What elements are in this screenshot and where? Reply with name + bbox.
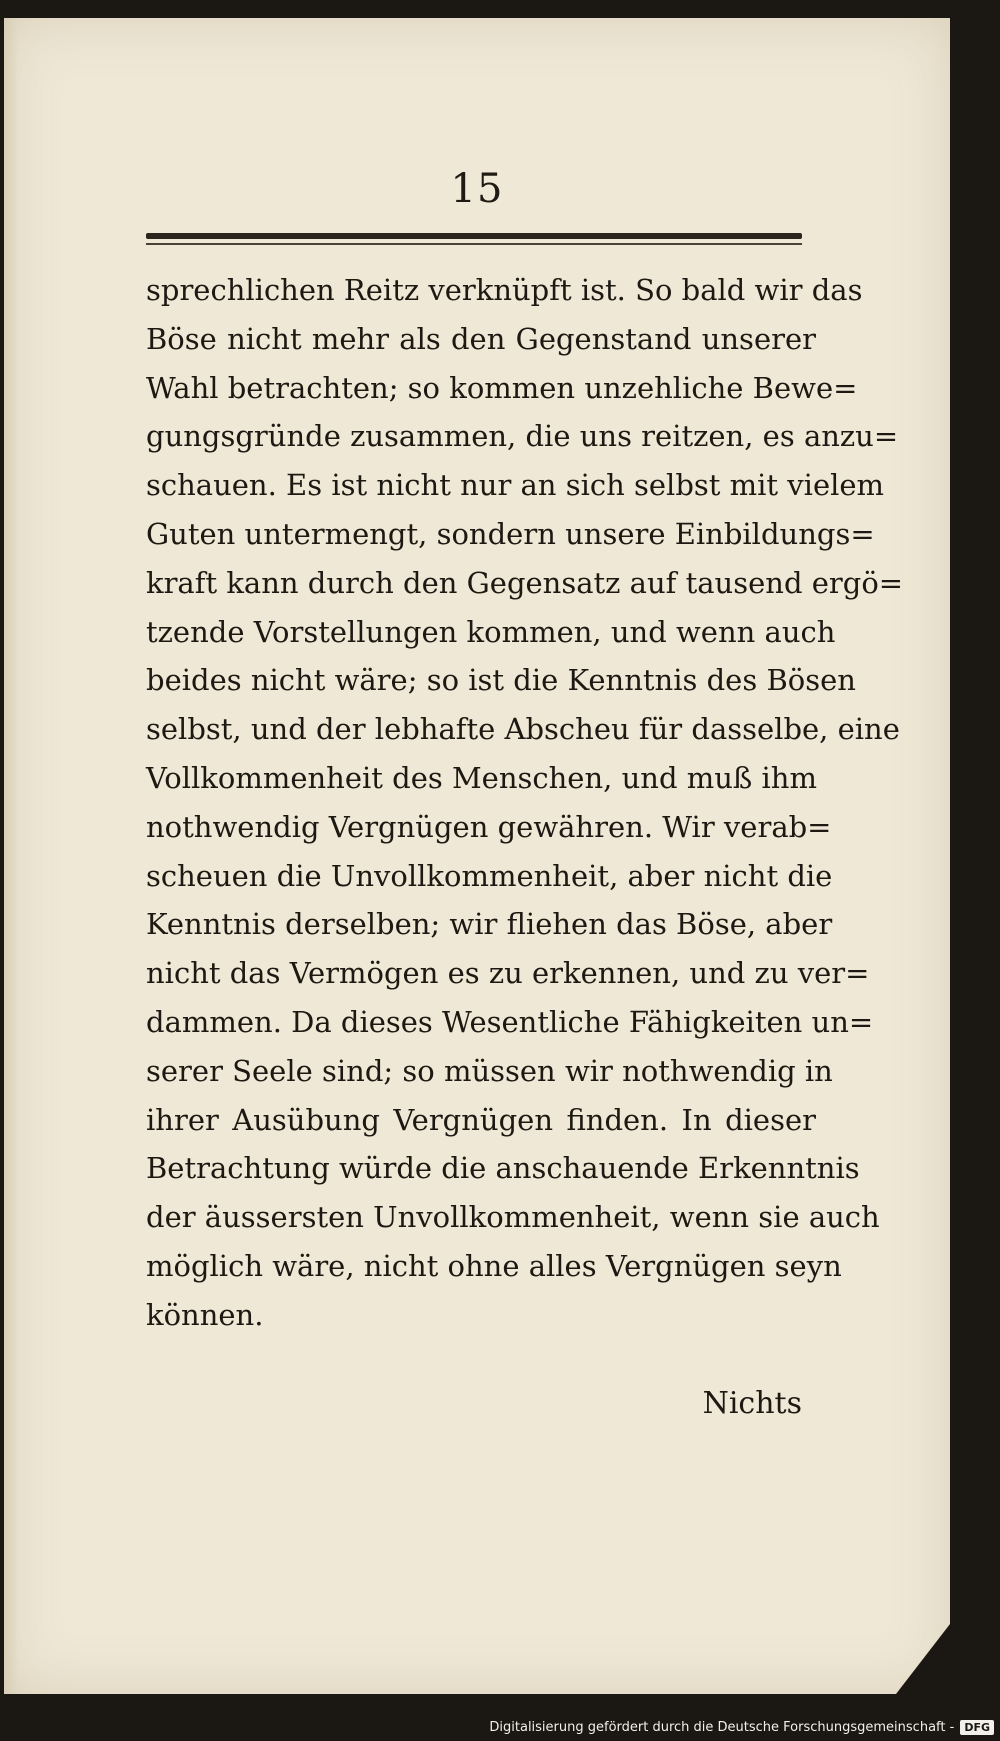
text-line: kraft kann durch den Gegensatz auf tausend ergö= (146, 565, 904, 600)
text-line: Vollkommenheit des Menschen, und muß ihm (146, 760, 817, 795)
digitization-footer (0, 1716, 994, 1738)
text-line: möglich wäre, nicht ohne alles Vergnügen seyn (146, 1248, 842, 1283)
body-text (146, 266, 904, 1340)
text-line: scheuen die Unvollkommenheit, aber nicht die (146, 858, 833, 893)
text-line: gungsgründe zusammen, die uns reitzen, es anzu= (146, 419, 899, 454)
book-page (4, 18, 950, 1694)
page-number: 15 (450, 166, 504, 212)
text-line: Wahl betrachten; so kommen unzehliche Bewe= (146, 370, 858, 405)
text-line: nothwendig Vergnügen gewähren. Wir verab= (146, 809, 832, 844)
text-line: selbst, und der lebhafte Abscheu für dasselbe, eine (146, 712, 900, 747)
footer-credit-text: Digitalisierung gefördert durch die Deutsche Forschungsgemeinschaft - (489, 1719, 955, 1735)
text-line: tzende Vorstellungen kommen, und wenn auch (146, 614, 836, 649)
text-line: Betrachtung würde die anschauende Erkenntnis (146, 1151, 860, 1186)
text-line: Guten untermengt, sondern unsere Einbildungs= (146, 516, 875, 551)
page-gutter-shadow (4, 18, 18, 1694)
page-corner-fold (896, 1624, 950, 1694)
dfg-logo: DFG (960, 1720, 994, 1735)
header-rule (146, 233, 802, 239)
text-line: schauen. Es ist nicht nur an sich selbst mit vielem (146, 468, 885, 503)
text-line: können. (146, 1297, 264, 1332)
text-line: Kenntnis derselben; wir fliehen das Böse, aber (146, 907, 833, 942)
text-line: nicht das Vermögen es zu erkennen, und zu ver= (146, 956, 870, 991)
catchword: Nichts (702, 1386, 802, 1421)
text-line: serer Seele sind; so müssen wir nothwendig in (146, 1053, 833, 1088)
text-line: dammen. Da dieses Wesentliche Fähigkeiten un= (146, 1004, 874, 1039)
text-line: der äussersten Unvollkommenheit, wenn sie auch (146, 1200, 880, 1235)
header-rule-thin (146, 243, 802, 245)
text-line: ihrer Ausübung Vergnügen finden. In dieser (146, 1102, 816, 1137)
text-line: Böse nicht mehr als den Gegenstand unserer (146, 321, 816, 356)
text-line: beides nicht wäre; so ist die Kenntnis des Bösen (146, 663, 856, 698)
text-line: sprechlichen Reitz verknüpft ist. So bald wir das (146, 273, 863, 307)
